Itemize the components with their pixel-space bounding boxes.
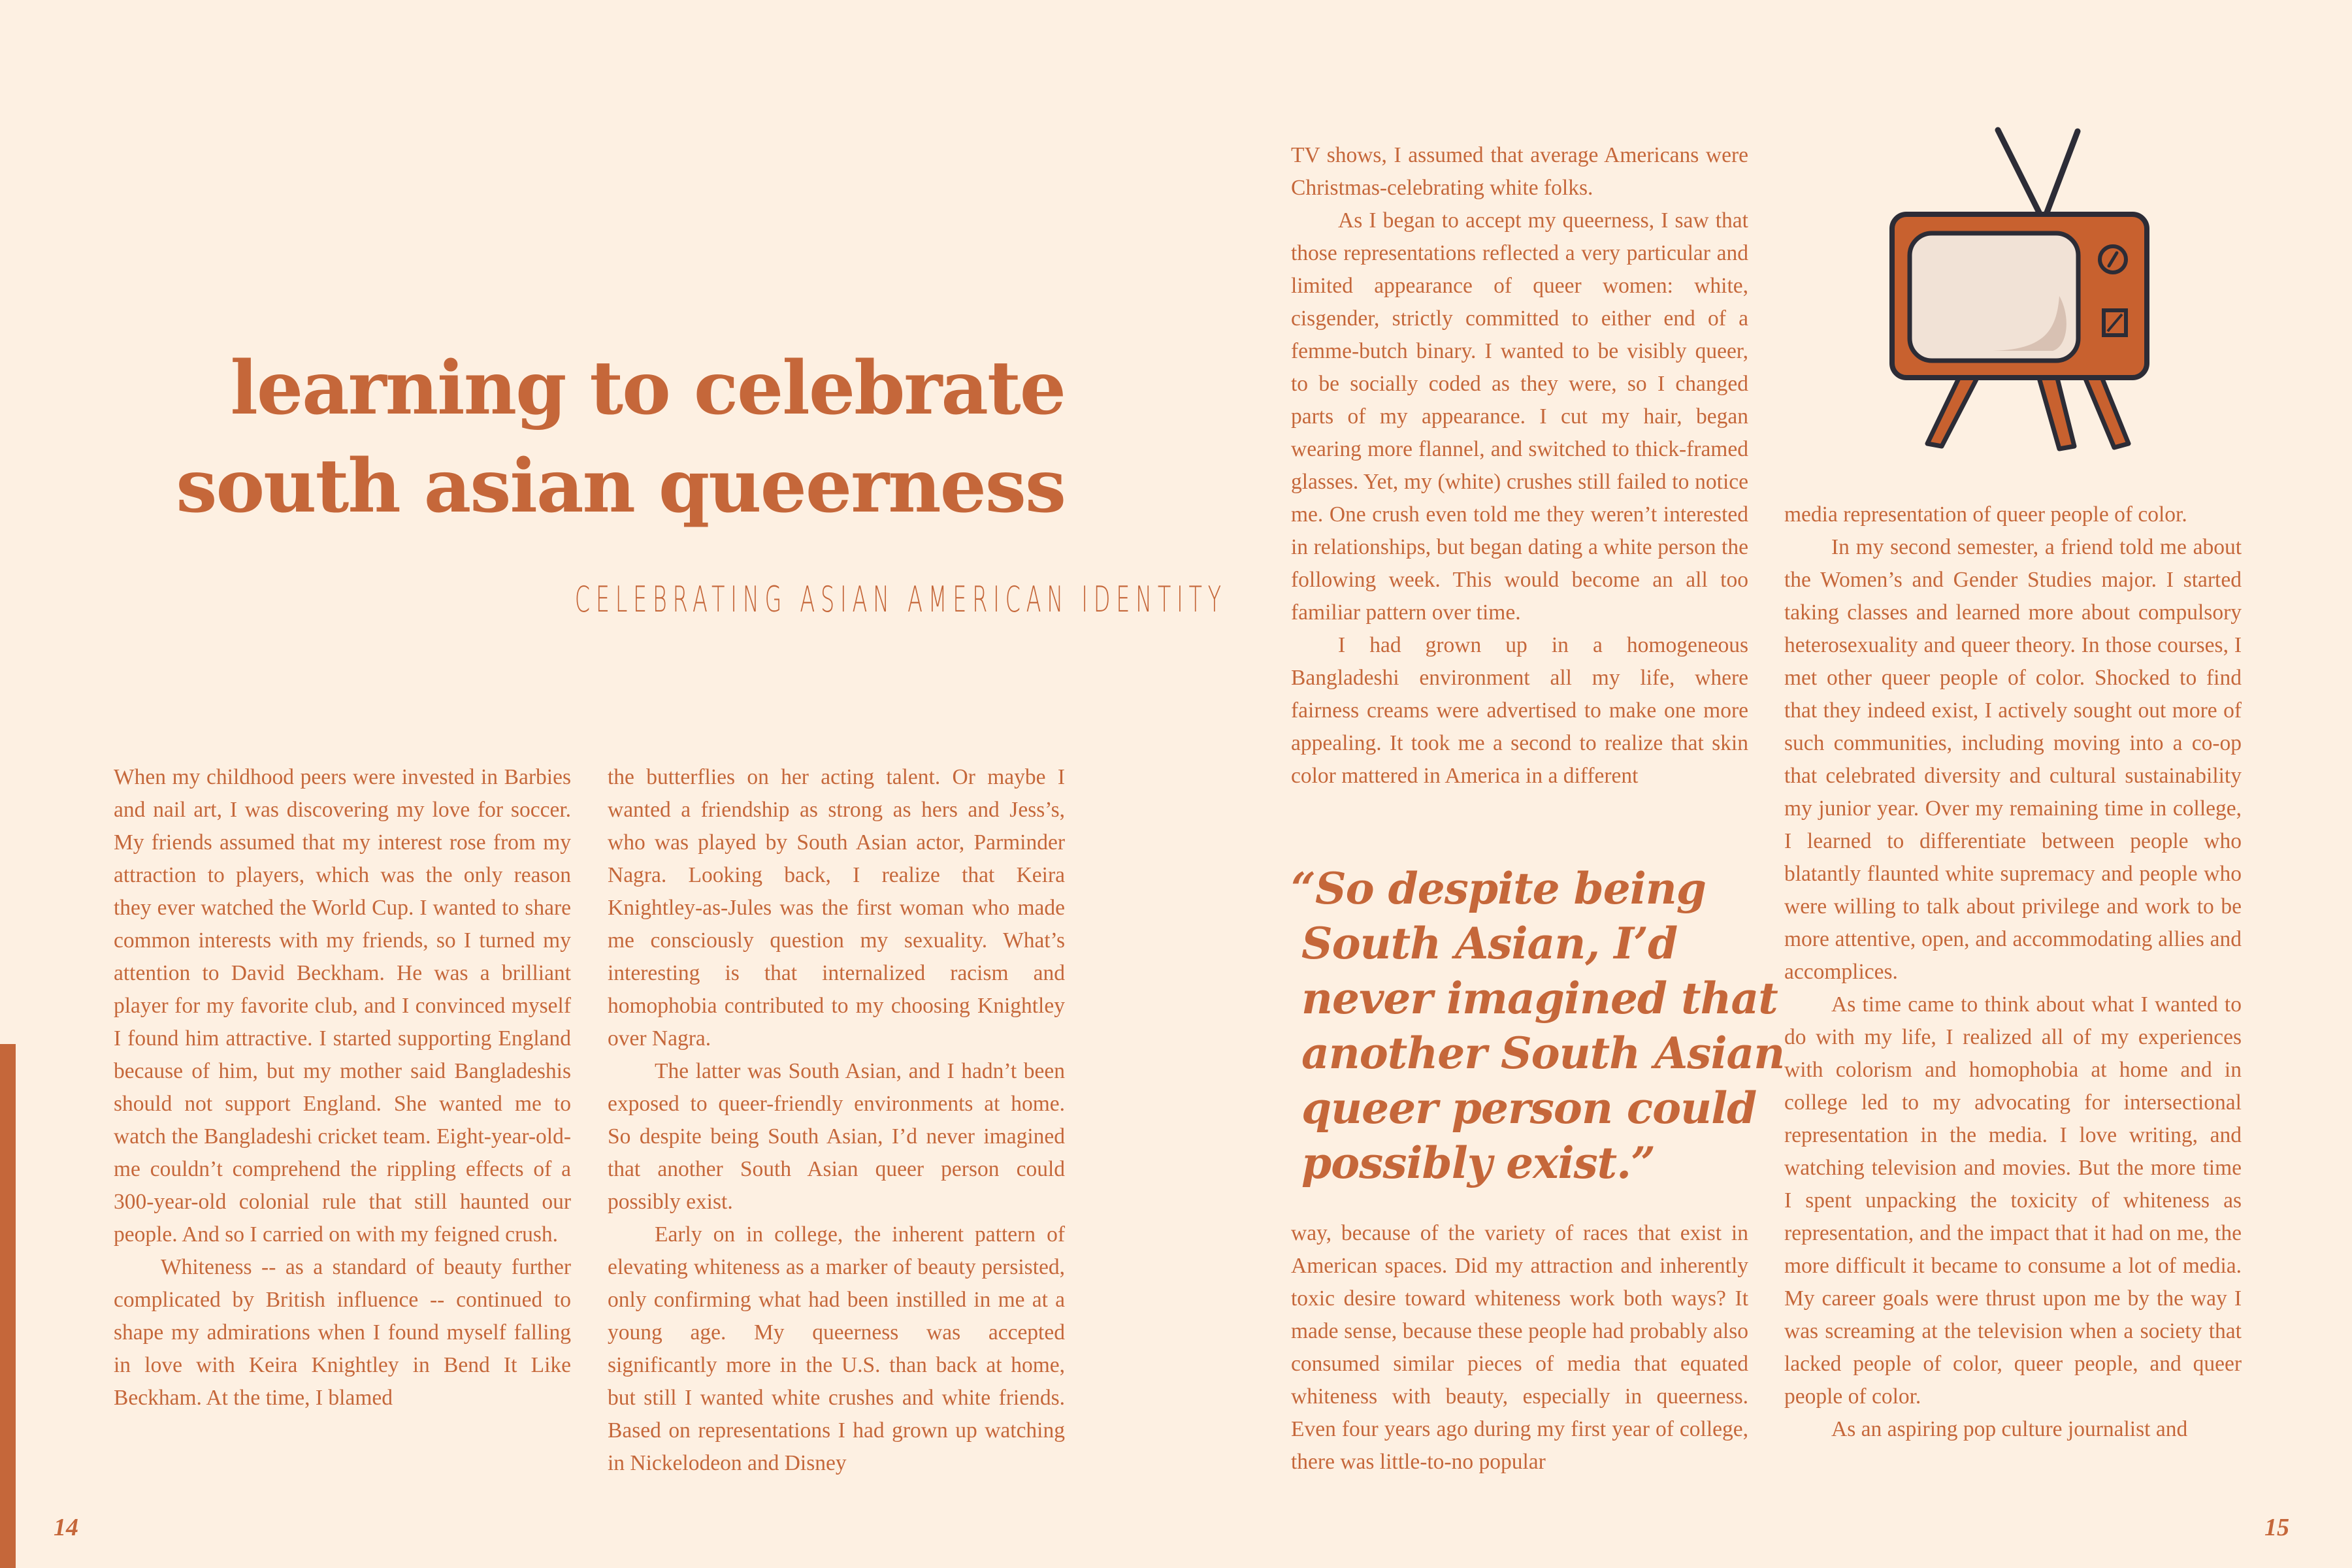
retro-tv-icon <box>1882 121 2149 454</box>
paragraph: I had grown up in a homogeneous Bangladeshi environment all my life, where fairness creams were advertised to make one more appealing. It took me a second to realize that skin color mattered in America in a different <box>1291 633 1748 788</box>
article-subtitle: CELEBRATING ASIAN AMERICAN IDENTITY <box>574 579 1227 620</box>
paragraph: As I began to accept my queerness, I saw that those representations reflected a very particular and limited appearance of queer women: white, cisgender, strictly committed to either end of a femme-butch binary. I wanted to be visibly queer, to be socially coded as they were, so I changed parts of my appearance. I cut my hair, began wearing more flannel, and switched to thick-framed glasses. Yet, my (white) crushes still failed to notice me. One crush even told me they weren’t interested in relationships, but began dating a white person the following week. This would become an all too familiar pattern over time. <box>1291 208 1748 625</box>
pull-quote-line: “So despite being <box>1291 863 1706 914</box>
title-line-1: learning to celebrate <box>230 346 1065 431</box>
pull-quote-line: another South Asian <box>1301 1028 1785 1079</box>
pull-quote <box>1291 861 1785 1190</box>
paragraph: As time came to think about what I wanted to do with my life, I realized all of my experiences with colorism and homophobia at home and in college led to my advocating for intersectional representation in the media. I love writing, and watching television and movies. But the more time I spent unpacking the toxicity of whiteness as representation, and the impact that it had on me, the more difficult it became to consume a lot of media. My career goals were thrust upon me by the way I was screaming at the television when a society that lacked people of color, queer people, and queer people of color. <box>1784 992 2242 1409</box>
body-column-2 <box>608 761 1065 1480</box>
paragraph: the butterflies on her acting talent. Or maybe I wanted a friendship as strong as hers and Jess’s, who was played by South Asian actor, Parminder Nagra. Looking back, I realize that Keira Knightley-as-Jules was the first woman who made me consciously question my sexuality. What’s interesting is that internalized racism and homophobia contributed to my choosing Knightley over Nagra. <box>608 765 1065 1051</box>
title-line-2: south asian queerness <box>176 444 1065 529</box>
pull-quote-line: possibly exist.” <box>1301 1137 1656 1188</box>
paragraph: In my second semester, a friend told me about the Women’s and Gender Studies major. I started taking classes and learned more about compulsory heterosexuality and queer theory. In those courses, I met other queer people of color. Shocked to find that they indeed exist, I actively sought out more of such communities, including moving into a co-op that celebrated diversity and cultural sustainability my junior year. Over my remaining time in college, I learned to differentiate between people who blatantly flaunted white supremacy and people who were willing to talk about privilege and work to be more attentive, open, and accommodating allies and accomplices. <box>1784 535 2242 984</box>
paragraph: way, because of the variety of races that exist in American spaces. Did my attraction and inherently toxic desire toward whiteness work both ways? It made sense, because these people had probably also consumed similar pieces of media that equated whiteness with beauty, especially in queerness. Even four years ago during my first year of college, there was little-to-no popular <box>1291 1221 1748 1474</box>
pull-quote-line: queer person could <box>1301 1083 1757 1134</box>
paragraph: TV shows, I assumed that average Americans were Christmas-celebrating white folks. <box>1291 143 1748 200</box>
body-column-3-top <box>1291 139 1748 792</box>
body-column-4 <box>1784 498 2242 1446</box>
page-number-left: 14 <box>54 1514 78 1541</box>
pull-quote-line: never imagined that <box>1301 973 1778 1024</box>
left-accent-bar <box>0 1044 16 1568</box>
pull-quote-line: South Asian, I’d <box>1301 918 1678 969</box>
paragraph: media representation of queer people of color. <box>1784 502 2187 527</box>
paragraph: When my childhood peers were invested in Barbies and nail art, I was discovering my love for soccer. My friends assumed that my interest rose from my attraction to players, which was the only reason they ever watched the World Cup. I wanted to share common interests with my friends, so I turned my attention to David Beckham. He was a brilliant player for my favorite club, and I convinced myself I found him attractive. I started supporting England because of him, but my mother said Bangladeshis should not support England. She wanted me to watch the Bangladeshi cricket team. Eight-year-old-me couldn’t comprehend the rippling effects of a 300-year-old colonial rule that still haunted our people. And so I carried on with my feigned crush. <box>114 765 571 1247</box>
page-number-right: 15 <box>2264 1514 2289 1541</box>
paragraph: Early on in college, the inherent pattern of elevating whiteness as a marker of beauty persisted, only confirming what had been instilled in me at a young age. My queerness was accepted significantly more in the U.S. than back at home, but still I wanted white crushes and white friends. Based on representations I had grown up watching in Nickelodeon and Disney <box>608 1222 1065 1475</box>
paragraph: Whiteness -- as a standard of beauty further complicated by British influence -- continued to shape my admirations when I found myself falling in love with Keira Knightley in Bend It Like Beckham. At the time, I blamed <box>114 1255 571 1410</box>
body-column-3-bottom <box>1291 1217 1748 1478</box>
paragraph: The latter was South Asian, and I hadn’t been exposed to queer-friendly environments at home. So despite being South Asian, I’d never imagined that another South Asian queer person could possibly exist. <box>608 1059 1065 1214</box>
paragraph: As an aspiring pop culture journalist and <box>1831 1417 2188 1441</box>
body-column-1 <box>114 761 571 1414</box>
article-title <box>118 340 1065 536</box>
